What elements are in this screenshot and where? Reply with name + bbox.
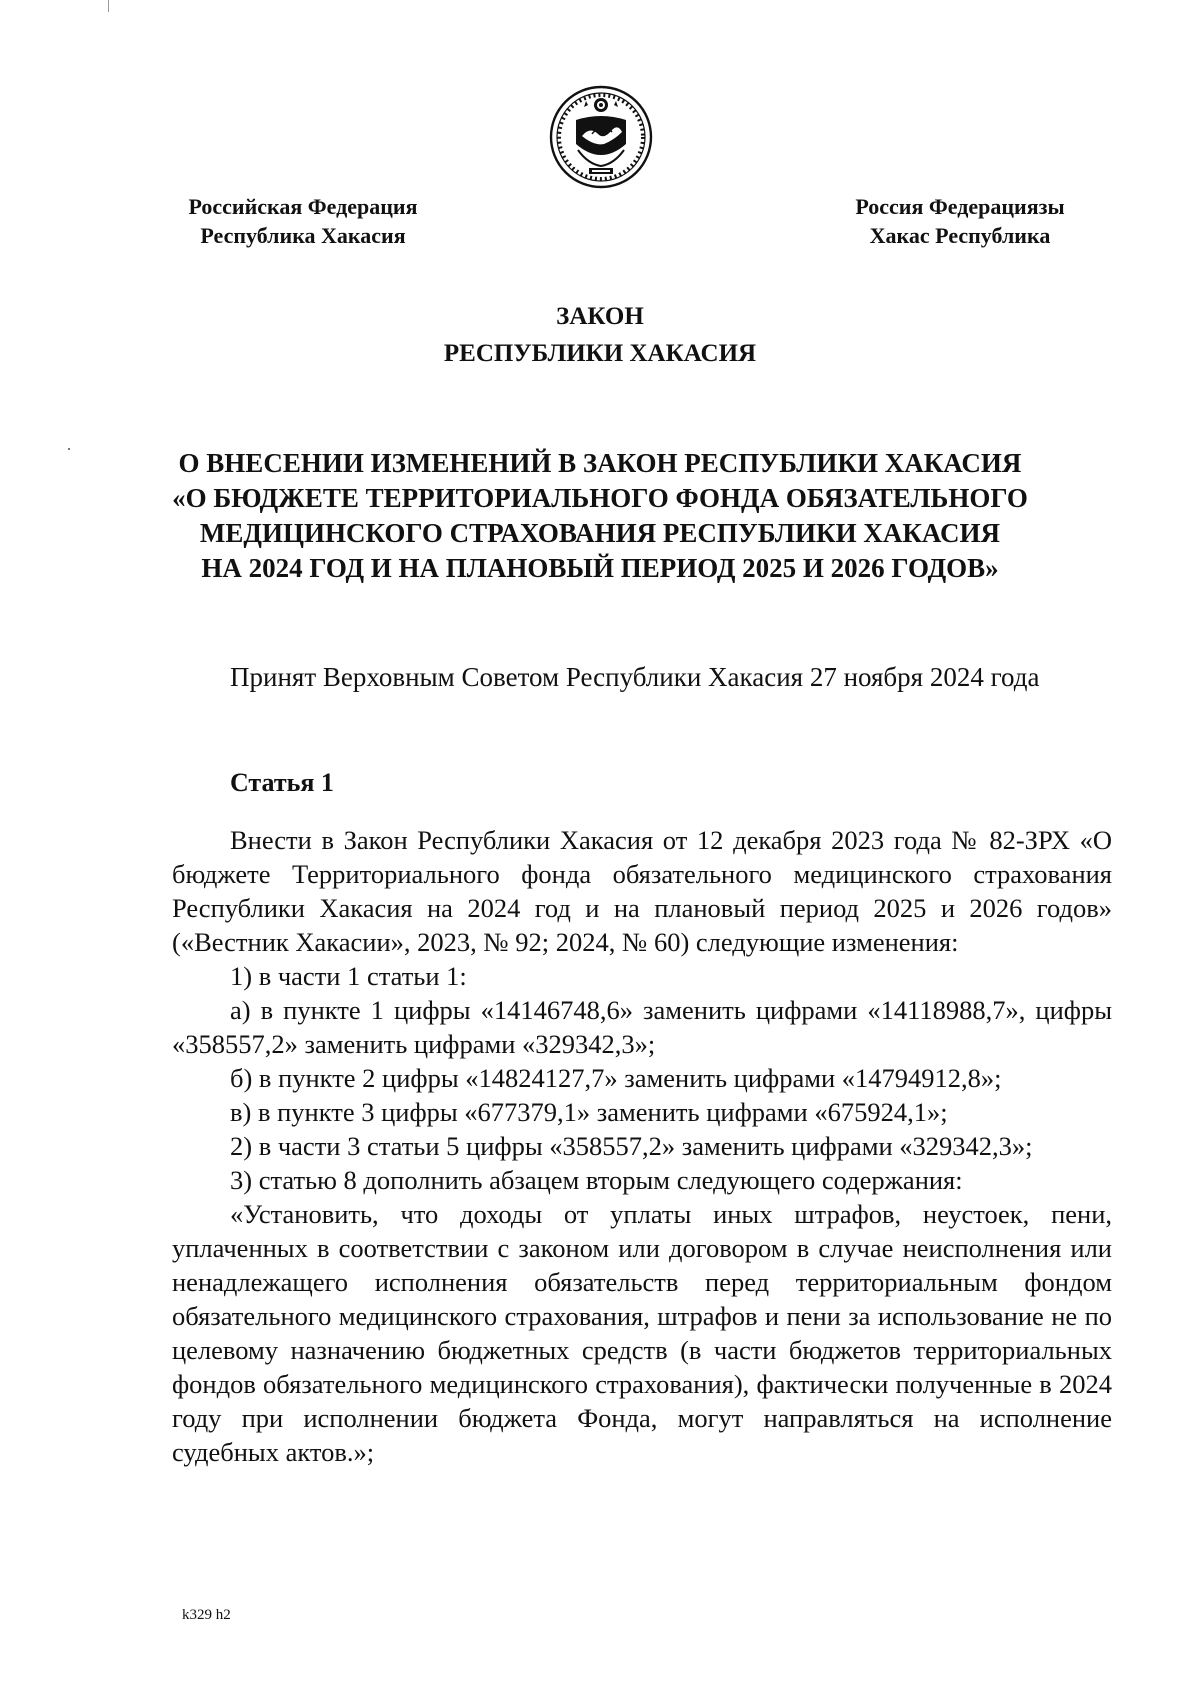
footer-code: k329 h2 [182,1607,231,1623]
header-right [820,192,1100,250]
article-paragraph: 2) в части 3 статьи 5 цифры «358557,2» заменить цифрами «329342,3»; [230,1131,1033,1161]
article-body [172,823,1112,1469]
article-paragraph: 1) в части 1 статьи 1: [230,961,467,991]
header-right-line1: Россия Федерациязы [855,194,1065,219]
header-left [150,192,456,250]
law-subject-line4: НА 2024 ГОД И НА ПЛАНОВЫЙ ПЕРИОД 2025 И 2026 ГОДОВ» [201,553,999,583]
law-subject [160,446,1040,586]
adoption-note: Принят Верховным Советом Республики Хакасия 27 ноября 2024 года [230,662,1040,692]
article-paragraph: 3) статью 8 дополнить абзацем вторым следующего содержания: [230,1165,963,1195]
article-paragraph: а) в пункте 1 цифры «14146748,6» заменить цифрами «14118988,7», цифры «358557,2» заменить цифрами «329342,3»; [172,995,1112,1059]
law-title-line1: ЗАКОН [556,303,644,330]
law-subject-line2: «О БЮДЖЕТЕ ТЕРРИТОРИАЛЬНОГО ФОНДА ОБЯЗАТЕЛЬНОГО [172,483,1028,513]
article-paragraph: Внести в Закон Республики Хакасия от 12 декабря 2023 года № 82-ЗРХ «О бюджете Территориального фонда обязательного медицинского страхования Республики Хакасия на 2024 год и на плановый период 2025 и 2026 годов» («Вестник Хакасии», 2023, № 92; 2024, № 60) следующие изменения: [172,825,1112,957]
article-paragraph: б) в пункте 2 цифры «14824127,7» заменить цифрами «14794912,8»; [230,1063,1002,1093]
coat-of-arms-icon [548,84,654,190]
law-title [0,298,1200,372]
header-left-line1: Российская Федерация [188,194,418,219]
article-paragraph: «Установить, что доходы от уплаты иных штрафов, неустоек, пени, уплаченных в соответствии с законом или договором в случае неисполнения или ненадлежащего исполнения обязательств перед территориальным фондом обязательного медицинского страхования, штрафов и пени за использование не по целевому назначению бюджетных средств (в части бюджетов территориальных фондов обязательного медицинского страхования), фактически полученные в 2024 году при исполнении бюджета Фонда, могут направляться на исполнение судебных актов.»; [172,1199,1112,1467]
article-paragraph: в) в пункте 3 цифры «677379,1» заменить цифрами «675924,1»; [230,1097,948,1127]
article-heading: Статья 1 [230,768,334,797]
law-title-line2: РЕСПУБЛИКИ ХАКАСИЯ [443,340,757,367]
scan-artifact [68,448,70,450]
header-left-line2: Республика Хакасия [200,223,406,248]
header-right-line2: Хакас Республика [869,223,1051,248]
law-subject-line3: МЕДИЦИНСКОГО СТРАХОВАНИЯ РЕСПУБЛИКИ ХАКАСИЯ [199,518,1001,548]
scan-artifact [108,0,109,12]
law-subject-line1: О ВНЕСЕНИИ ИЗМЕНЕНИЙ В ЗАКОН РЕСПУБЛИКИ ХАКАСИЯ [178,448,1022,478]
